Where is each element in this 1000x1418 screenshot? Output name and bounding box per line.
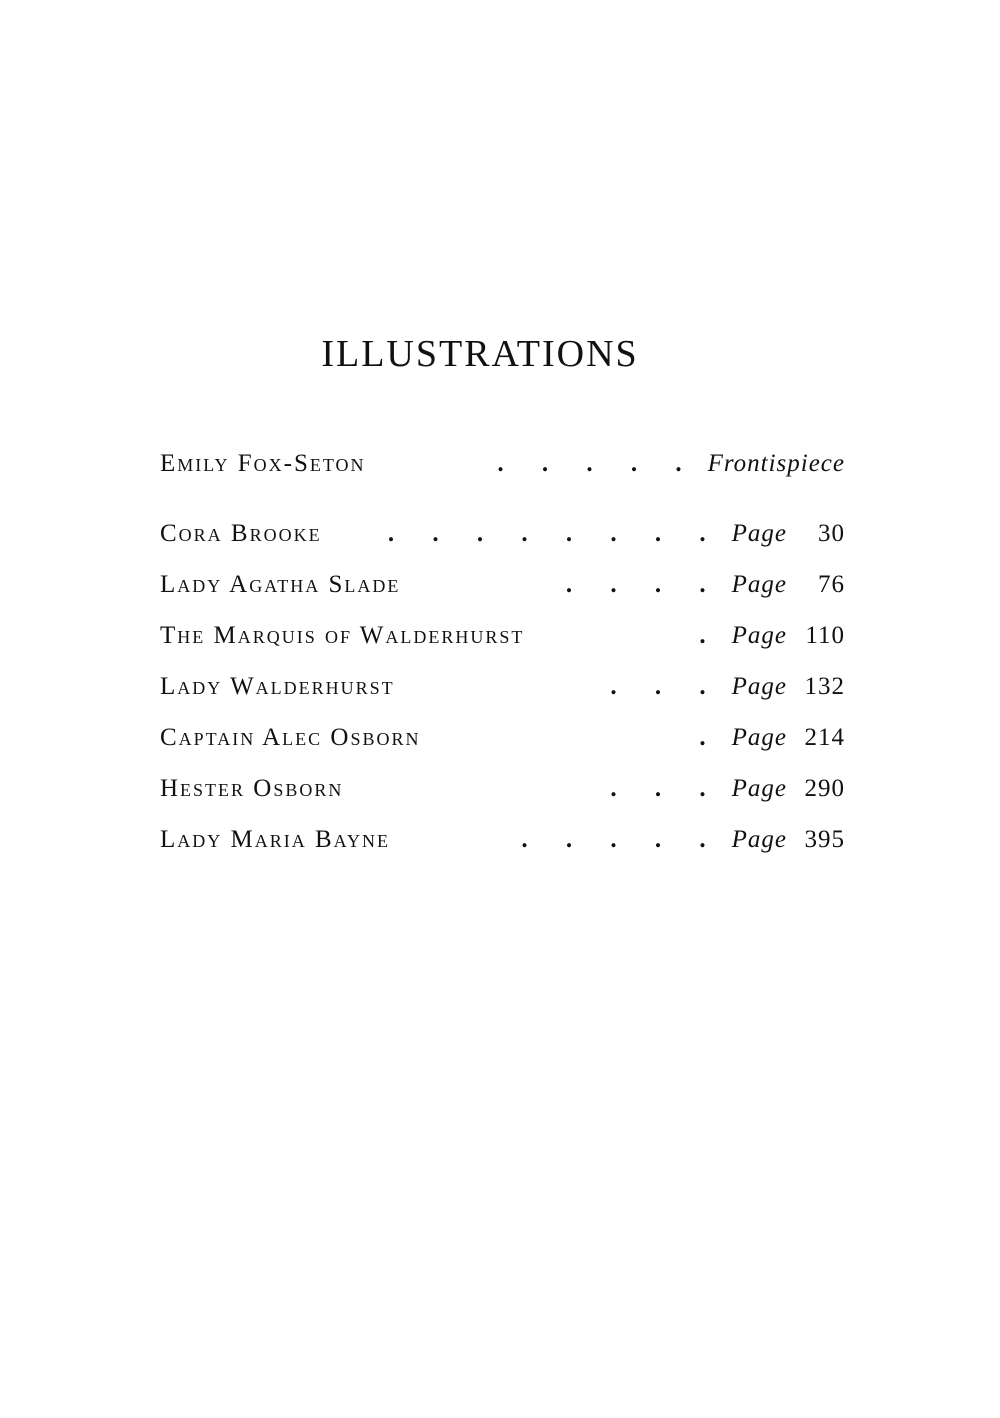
dot-leader: . . . . . — [521, 826, 722, 853]
list-item — [160, 724, 845, 764]
page-label: Page — [731, 724, 787, 751]
page-label: Page — [731, 571, 787, 598]
dot-leader: . . . . — [565, 571, 722, 598]
illustration-title: Captain Alec Osborn — [160, 724, 421, 751]
illustration-title: Lady Agatha Slade — [160, 571, 401, 598]
list-item — [160, 571, 845, 611]
page-number: 110 — [805, 622, 845, 649]
list-item — [160, 673, 845, 713]
list-item — [160, 450, 845, 490]
dot-leader: . . . — [610, 673, 722, 700]
illustration-title: Cora Brooke — [160, 520, 322, 547]
page-label: Page — [731, 622, 787, 649]
page-number: 30 — [818, 520, 845, 547]
dot-leader: . — [699, 724, 722, 751]
list-item — [160, 826, 845, 866]
list-item — [160, 520, 845, 560]
illustration-title: The Marquis of Walderhurst — [160, 622, 525, 649]
page-label: Page — [731, 826, 787, 853]
page-label: Page — [731, 775, 787, 802]
dot-leader: . . . — [610, 775, 722, 802]
page-title: ILLUSTRATIONS — [321, 333, 639, 375]
illustration-title: Emily Fox-Seton — [160, 450, 366, 477]
page-number: 214 — [804, 724, 845, 751]
page-number: 76 — [818, 571, 845, 598]
list-item — [160, 622, 845, 662]
illustration-title: Lady Maria Bayne — [160, 826, 391, 853]
page-label: Frontispiece — [707, 450, 845, 477]
dot-leader: . — [699, 622, 722, 649]
illustration-title: Lady Walderhurst — [160, 673, 395, 700]
page-number: 290 — [804, 775, 845, 802]
page-label: Page — [731, 520, 787, 547]
dot-leader: . . . . . — [497, 450, 698, 477]
page-label: Page — [731, 673, 787, 700]
dot-leader: . . . . . . . . — [387, 520, 722, 547]
list-item — [160, 775, 845, 815]
illustration-title: Hester Osborn — [160, 775, 344, 802]
page-number: 395 — [804, 826, 845, 853]
page-number: 132 — [804, 673, 845, 700]
